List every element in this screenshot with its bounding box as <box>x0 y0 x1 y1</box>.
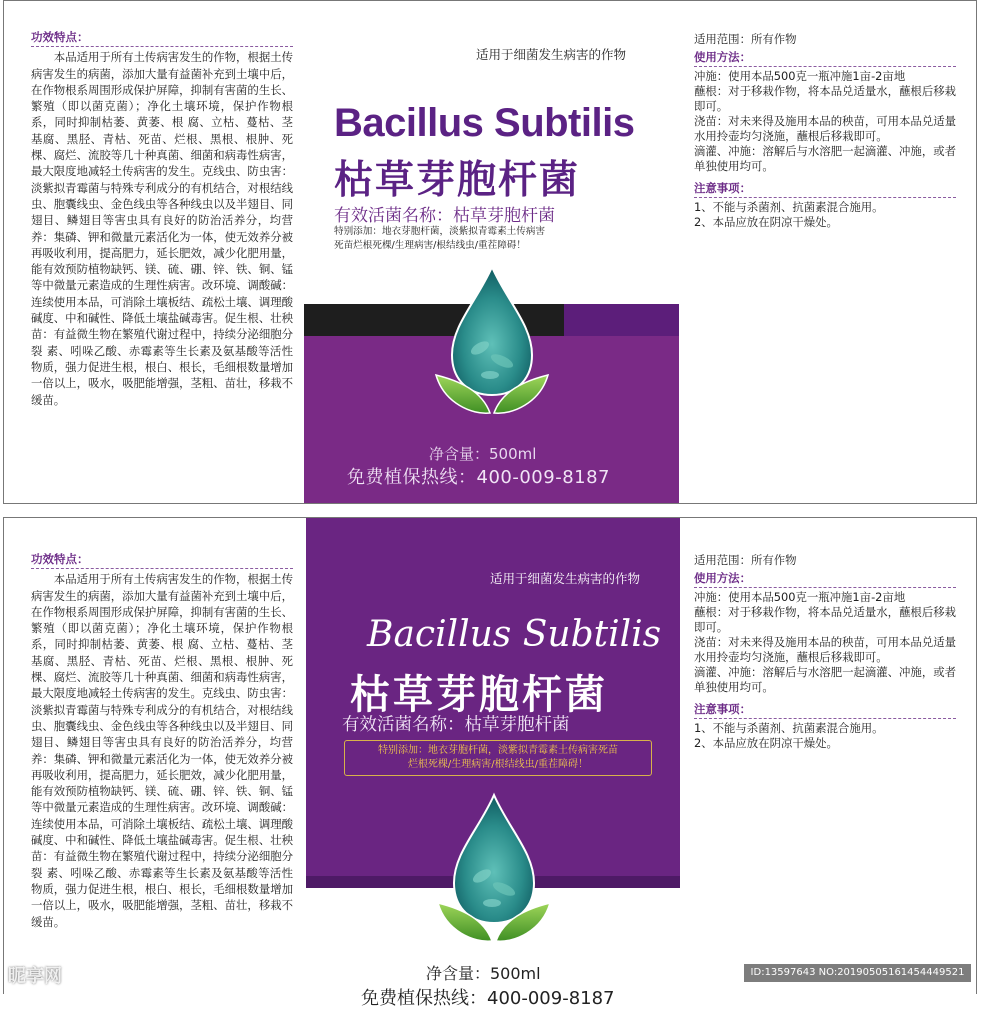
features-column <box>31 29 293 408</box>
product-name-cn: 枯草芽胞杆菌 <box>350 672 608 718</box>
tagline: 适用于细菌发生病害的作物 <box>476 47 627 62</box>
usage-line: 滴灌、冲施：溶解后与水溶肥一起滴灌、冲施，或者单独使用均可。 <box>694 144 956 173</box>
caution-item: 2、本品应放在阴凉干燥处。 <box>694 736 838 750</box>
usage-heading: 使用方法： <box>694 50 956 67</box>
features-column <box>31 551 293 930</box>
features-heading: 功效特点： <box>31 29 293 47</box>
label-design-1 <box>3 0 977 504</box>
cautions-heading: 注意事项： <box>694 702 956 719</box>
usage-column <box>694 553 956 751</box>
product-name-latin: Bacillus Subtilis <box>334 101 635 145</box>
special-note-box <box>344 740 652 776</box>
special-note-line-2: 烂根死棵/生理病害/根结线虫/重茬障碍！ <box>407 759 589 770</box>
usage-line: 浇苗：对未来得及施用本品的秧苗，可用本品兑适量水用拎壶均匀浇施，蘸根后移栽即可。 <box>694 635 956 664</box>
label-design-2 <box>3 517 977 1009</box>
watermark-logo: 昵享网 <box>8 966 62 987</box>
hotline: 免费植保热线：400-009-8187 <box>361 988 615 1009</box>
active-strain: 有效活菌名称：枯草芽胞杆菌 <box>334 206 555 226</box>
special-note-line-1: 特别添加：地衣芽胞杆菌，淡紫拟青霉素土传病害 <box>334 226 546 237</box>
features-body: 本品适用于所有土传病害发生的作物，根据土传病害发生的病菌，添加大量有益菌补充到土壤中后，在作物根系周围形成保护屏障，抑制有害菌的生长、繁殖（即以菌克菌）；净化土壤环境，保护作物根系，同时抑制枯萎、黄萎、根 腐、立枯、蔓枯、茎基腐、黑胫、青枯、死苗、烂根、黑根、根肿、死棵、腐烂、流胶等几十种真菌、细菌和病毒性病害，最大限度地减轻土传病害的发生。克线虫、防虫害：淡紫拟青霉菌与特殊专利成分的有机结合，对根结线虫、胞囊线虫、金色线虫等各种线虫以及半翅目、同翅目、鳞翅目等害虫具有良好的防治活养分，均营养：集磷、钾和微量元素活化为一体，使无效养分被再吸收利用，提高肥力，延长肥效，减少化肥用量，能有效预防植物缺钙、镁、硫、硼、锌、铁、铜、锰等中微量元素造成的生理性病害。改环境、调酸碱：连续使用本品，可消除土壤板结、疏松土壤、调理酸碱度、中和碱性、降低土壤盐碱毒害。促生根、壮秧苗：有益微生物在繁殖代谢过程中，持续分泌细胞分裂 素、吲哚乙酸、赤霉素等生长素及氨基酸等活性物质，强力促进生根，根白、根长，毛细根数量增加一倍以上，吸水，吸肥能增强，茎粗、苗壮，移栽不缓苗。 <box>31 50 294 407</box>
image-id-badge: ID:13597643 NO:20190505161454449521 <box>744 964 971 982</box>
special-note <box>334 225 624 253</box>
drop-leaf-logo <box>432 263 552 423</box>
features-body: 本品适用于所有土传病害发生的作物，根据土传病害发生的病菌，添加大量有益菌补充到土壤中后，在作物根系周围形成保护屏障，抑制有害菌的生长、繁殖（即以菌克菌）；净化土壤环境，保护作物根系，同时抑制枯萎、黄萎、根 腐、立枯、蔓枯、茎基腐、黑胫、青枯、死苗、烂根、黑根、根肿、死棵、腐烂、流胶等几十种真菌、细菌和病毒性病害，最大限度地减轻土传病害的发生。克线虫、防虫害：淡紫拟青霉菌与特殊专利成分的有机结合，对根结线虫、胞囊线虫、金色线虫等各种线虫以及半翅目、同翅目、鳞翅目等害虫具有良好的防治活养分，均营养：集磷、钾和微量元素活化为一体，使无效养分被再吸收利用，提高肥力，延长肥效，减少化肥用量，能有效预防植物缺钙、镁、硫、硼、锌、铁、铜、锰等中微量元素造成的生理性病害。改环境、调酸碱：连续使用本品，可消除土壤板结、疏松土壤、调理酸碱度、中和碱性、降低土壤盐碱毒害。促生根、壮秧苗：有益微生物在繁殖代谢过程中，持续分泌细胞分裂 素、吲哚乙酸、赤霉素等生长素及氨基酸等活性物质，强力促进生根，根白、根长，毛细根数量增加一倍以上，吸水，吸肥能增强，茎粗、苗壮，移栽不缓苗。 <box>31 572 294 929</box>
special-note-line-2: 死苗烂根死棵/生理病害/根结线虫/重茬障碍！ <box>334 240 526 251</box>
purple-band <box>564 304 679 336</box>
caution-item: 1、不能与杀菌剂、抗菌素混合施用。 <box>694 200 884 214</box>
active-strain: 有效活菌名称：枯草芽胞杆菌 <box>342 715 570 735</box>
usage-line: 滴灌、冲施：溶解后与水溶肥一起滴灌、冲施，或者单独使用均可。 <box>694 665 956 694</box>
usage-heading: 使用方法： <box>694 571 956 588</box>
cautions-heading: 注意事项： <box>694 181 956 198</box>
usage-line: 冲施：使用本品500克一瓶冲施1亩-2亩地 <box>694 69 906 83</box>
features-heading: 功效特点： <box>31 551 293 569</box>
tagline: 适用于细菌发生病害的作物 <box>490 571 641 586</box>
hotline: 免费植保热线：400-009-8187 <box>347 467 611 488</box>
product-name-cn: 枯草芽胞杆菌 <box>334 158 581 203</box>
usage-line: 浇苗：对未来得及施用本品的秧苗，可用本品兑适量水用拎壶均匀浇施，蘸根后移栽即可。 <box>694 114 956 143</box>
scope: 适用范围：所有作物 <box>694 553 797 567</box>
caution-item: 1、不能与杀菌剂、抗菌素混合施用。 <box>694 721 884 735</box>
usage-line: 蘸根：对于移栽作物，将本品兑适量水，蘸根后移栽即可。 <box>694 605 956 634</box>
product-name-latin: Bacillus Subtilis <box>367 614 662 655</box>
special-note-line-1: 特别添加：地衣芽胞杆菌，淡紫拟青霉素土传病害死苗 <box>378 745 618 756</box>
caution-item: 2、本品应放在阴凉干燥处。 <box>694 215 838 229</box>
net-content: 净含量：500ml <box>429 445 537 463</box>
net-content: 净含量：500ml <box>426 964 541 983</box>
scope: 适用范围：所有作物 <box>694 32 797 46</box>
usage-line: 蘸根：对于移栽作物，将本品兑适量水，蘸根后移栽即可。 <box>694 84 956 113</box>
usage-column <box>694 32 956 230</box>
drop-leaf-logo <box>434 791 554 951</box>
usage-line: 冲施：使用本品500克一瓶冲施1亩-2亩地 <box>694 590 906 604</box>
